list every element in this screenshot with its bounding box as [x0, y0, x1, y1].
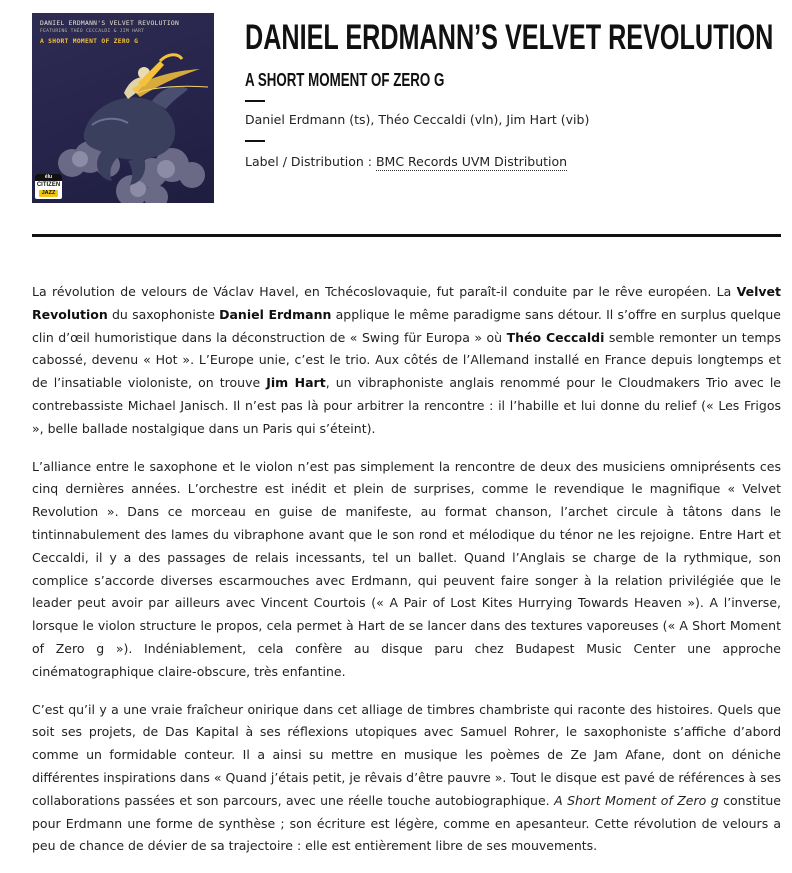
bold-theo-ceccaldi: Théo Ceccaldi	[506, 329, 605, 345]
credit-dash-divider	[245, 140, 265, 142]
badge-elu-text: élu	[35, 174, 62, 181]
p1-text: du saxophoniste	[107, 306, 220, 322]
p3-text: constitue pour Erdmann une forme de synthèse ; son écriture est légère, comme en apesanteur. Cette révolution de velours a peu de chance de dévier de sa trajectoire : elle est entièrement libre de ses mouvements.	[32, 792, 781, 854]
label-distribution	[245, 153, 567, 171]
italic-album-title: A Short Moment of Zero g	[554, 792, 719, 808]
album-subtitle: A SHORT MOMENT OF ZERO G	[245, 70, 445, 90]
badge-citizen-text: CITIZEN	[36, 182, 61, 188]
label-distribution-link[interactable]: BMC Records UVM Distribution	[375, 154, 568, 169]
cover-album-text: A SHORT MOMENT OF ZERO G	[40, 38, 139, 45]
citizen-jazz-badge	[35, 174, 62, 199]
article-paragraph-2: L’alliance entre le saxophone et le violon n’est pas simplement la rencontre de deux des musiciens omniprésents ces cinq dernières années. L’orchestre est inédit et plein de surprises, comme le revendique le magnifique « Velvet Revolution ». Dans ce morceau en guise de manifeste, au format chanson, l’archet circule à tâtons dans le tintinnabulement des lames du vibraphone avant que le son rond et mélodique du ténor ne les rejoigne. Entre Hart et Ceccaldi, il y a des passages de relais incessants, tel un ballet. Quand l’Anglais se charge de la rythmique, son complice s’accorde diverses escarmouches avec Erdmann, qui peuvent faire songer à la relation privilégiée que le leader peut avoir par ailleurs avec Vincent Courtois (« A Pair of Lost Kites Hurrying Towards Heaven »). A l’inverse, lorsque le violon structure le propos, cela permet à Hart de se lancer dans des textures vaporeuses (« A Short Moment of Zero g »). Indéniablement, cela confère au disque paru chez Budapest Music Center une approche cinématographique claire-obscure, très enfantine.	[32, 458, 781, 679]
header-divider	[32, 234, 781, 237]
bold-jim-hart: Jim Hart	[266, 375, 326, 391]
album-cover[interactable]	[32, 13, 214, 203]
badge-jazz-text: JAZZ	[39, 190, 58, 197]
bold-velvet-revolution: Velvet Revolution	[32, 284, 781, 322]
title-dash-divider	[245, 100, 265, 102]
album-title: DANIEL ERDMANN’S VELVET REVOLUTION	[245, 18, 774, 57]
p1-text: semble remonter un temps cabossé, devenu « Hot ». L’Europe unie, c’est le trio. Aux côtés de l’Allemand installé en France depuis longtemps et de l’insatiable violoniste, on trouve	[32, 329, 782, 391]
p1-text: , un vibraphoniste anglais renommé pour le Cloudmakers Trio avec le contrebassiste Michael Janisch. Il n’est pas là pour arbitrer la rencontre : il l’habille et lui donne du relief (« Les Frigos », belle ballade nostalgique dans un Paris qui s’éteint).	[32, 375, 781, 436]
cover-featuring-text: FEATURING THÉO CECCALDI & JIM HART	[40, 29, 145, 34]
bold-daniel-erdmann: Daniel Erdmann	[219, 306, 332, 322]
p1-text: La révolution de velours de Václav Havel, en Tchécoslovaquie, fut paraît-il conduite par le rêve européen. La	[32, 284, 737, 299]
article-paragraph-1	[32, 281, 781, 441]
article-paragraph-3	[32, 699, 781, 859]
p1-text: applique le même paradigme sans détour. Il s’offre en surplus quelque clin d’œil humoristique dans la déconstruction de « Swing für Europa » où	[32, 306, 781, 345]
cover-artist-text: DANIEL ERDMANN'S VELVET REVOLUTION	[40, 20, 180, 27]
musicians-credit: Daniel Erdmann (ts), Théo Ceccaldi (vln), Jim Hart (vib)	[245, 112, 590, 127]
article-body	[32, 281, 781, 873]
p3-text: C’est qu’il y a une vraie fraîcheur onirique dans cet alliage de timbres chambriste qui raconte des histoires. Quels que soit ses projets, de Das Kapital à ses réflexions utopiques avec Samuel Rohrer, le saxophoniste s’affiche d’abord comme un formidable conteur. Il a ainsi su mettre en musique les poèmes de Ze Jam Afane, dont on déniche différentes inspirations dans « Quand j’étais petit, je rêvais d’être pauvre ». Tout le disque est pavé de références à ses collaborations passées et son parcours, avec une réelle touche autobiographique.	[32, 701, 781, 808]
label-prefix: Label / Distribution :	[245, 154, 376, 169]
